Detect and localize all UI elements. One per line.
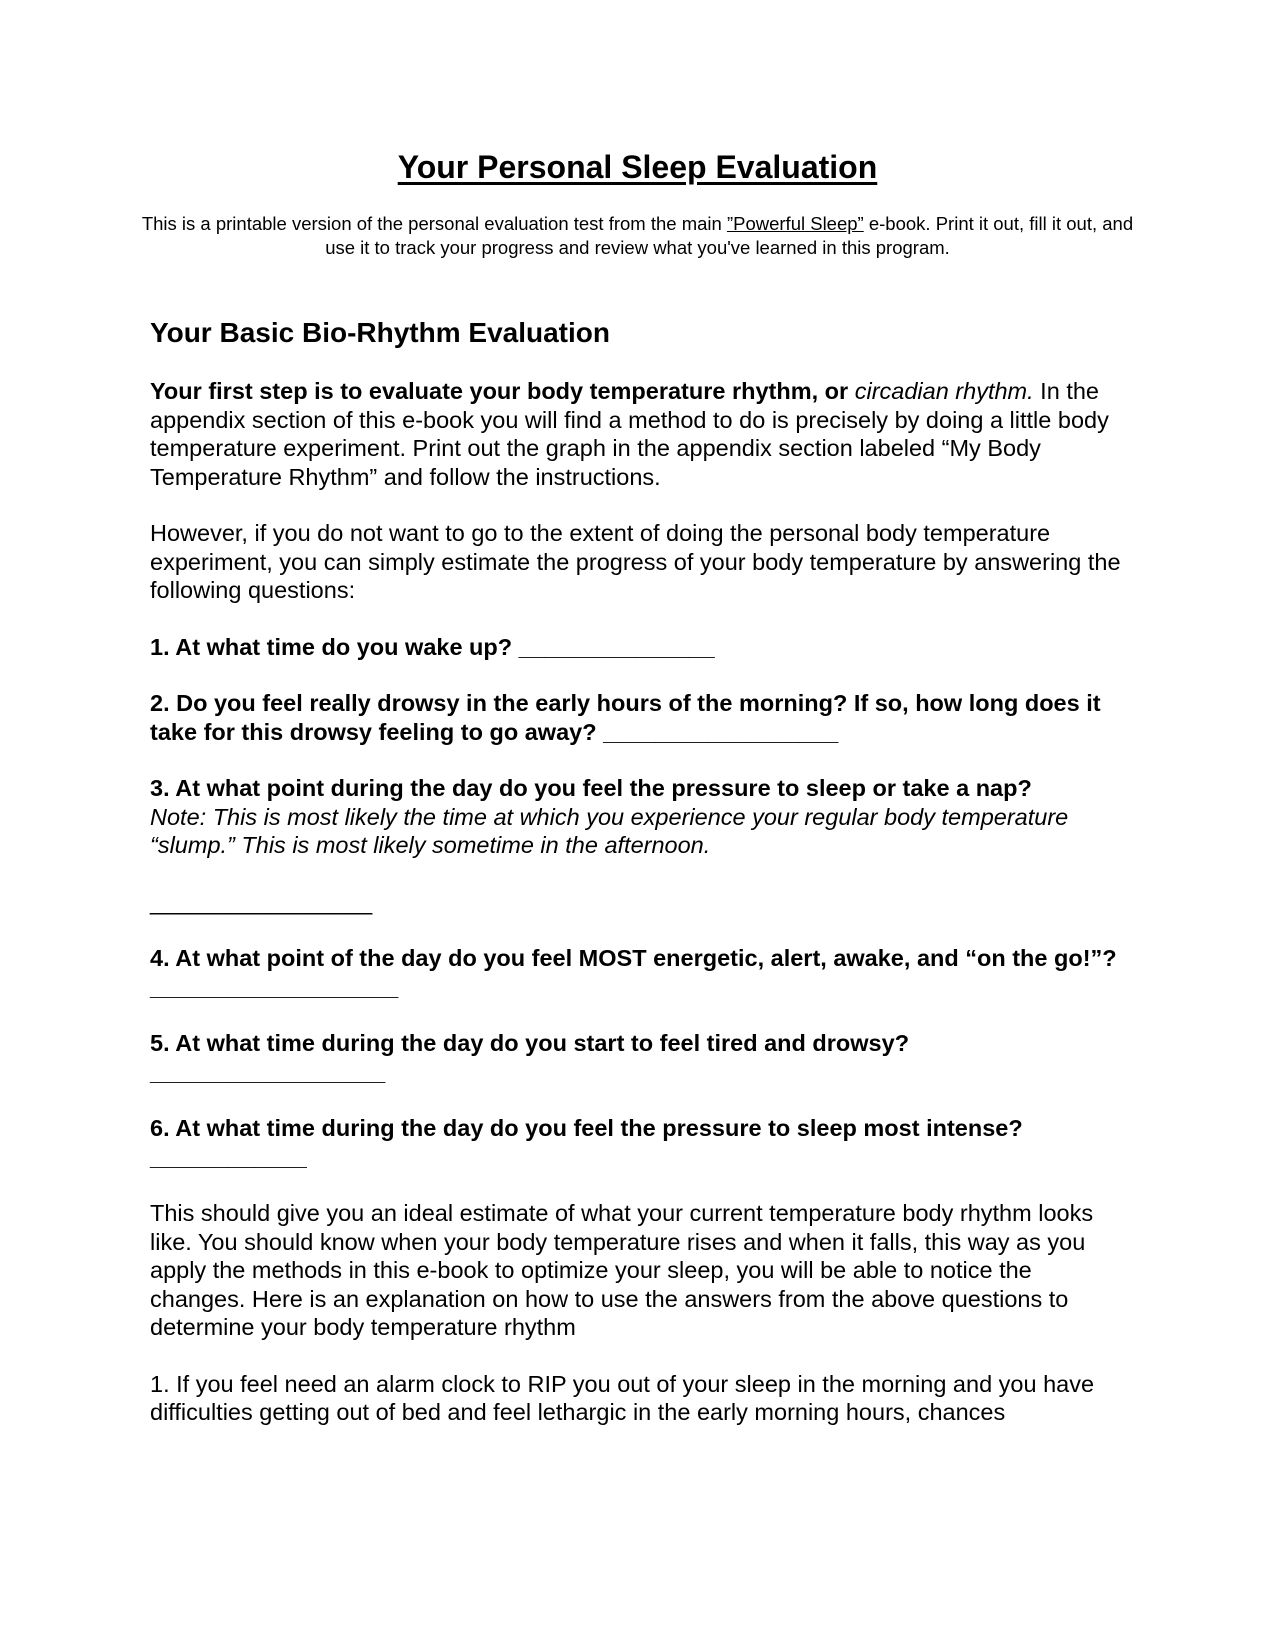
- circadian-rhythm-text: circadian rhythm.: [854, 378, 1034, 404]
- summary-paragraph: This should give you an ideal estimate of what your current temperature body rhythm looks like. You should know when your body temperature rises and when it falls, this way as you apply the methods in this e-book to optimize your sleep, you will be able to notice the changes. Here is an explanation on how to use the answers from the above questions to determine your body temperature rhythm: [150, 1200, 1094, 1340]
- question-6: [150, 1114, 1125, 1171]
- question-3-text: 3. At what point during the day do you feel the pressure to sleep or take a nap?: [150, 775, 1032, 801]
- first-step-rest-text: In the appendix section of this e-book you will find a method to do is precisely by doing a little body temperature experiment. Print out the graph in the appendix section labeled “My Body Temperature Rhythm” and follow the instructions.: [150, 378, 1109, 490]
- explanation-item-1: 1. If you feel need an alarm clock to RIP you out of your sleep in the morning and you have difficulties getting out of bed and feel lethargic in the early morning hours, chances: [150, 1370, 1095, 1425]
- question-1: 1. At what time do you wake up? _______________: [150, 633, 715, 660]
- question-5-text: 5. At what time during the day do you start to feel tired and drowsy?: [150, 1030, 910, 1056]
- question-3: [150, 774, 1125, 860]
- question-4-text: 4. At what point of the day do you feel MOST energetic, alert, awake, and “on the go!”?: [150, 945, 1117, 971]
- first-step-bold-text: Your first step is to evaluate your body temperature rhythm, or: [150, 378, 855, 404]
- estimate-paragraph: However, if you do not want to go to the extent of doing the personal body temperature experiment, you can simply estimate the progress of your body temperature by answering the following questions:: [150, 520, 1121, 603]
- first-step-paragraph: [150, 377, 1125, 491]
- question-4-answer-line: ___________________: [150, 973, 399, 1000]
- main-content: [150, 315, 1125, 1427]
- section-heading: Your Basic Bio-Rhythm Evaluation: [150, 317, 610, 348]
- powerful-sleep-link[interactable]: ”Powerful Sleep”: [726, 213, 864, 234]
- document-title: Your Personal Sleep Evaluation: [397, 149, 878, 185]
- question-2: 2. Do you feel really drowsy in the early hours of the morning? If so, how long does it take for this drowsy feeling to go away? __________________: [150, 690, 1101, 745]
- intro-text-before-link: This is a printable version of the personal evaluation test from the main: [141, 213, 727, 234]
- question-6-text: 6. At what time during the day do you feel the pressure to sleep most intense?: [150, 1115, 1023, 1141]
- question-3-note: Note: This is most likely the time at which you experience your regular body temperature “slump.” This is most likely sometime in the afternoon.: [150, 803, 1069, 858]
- question-6-answer-line: ____________: [150, 1143, 307, 1170]
- intro-paragraph: [140, 212, 1135, 260]
- question-4: [150, 944, 1125, 1001]
- question-3-answer-line: _________________: [150, 888, 373, 915]
- question-5-answer-line: __________________: [150, 1058, 386, 1085]
- intro-text-after-link: e-book. Print it out, fill it out, and use it to track your progress and review what you've learned in this program.: [325, 213, 1134, 258]
- question-5: [150, 1029, 1125, 1086]
